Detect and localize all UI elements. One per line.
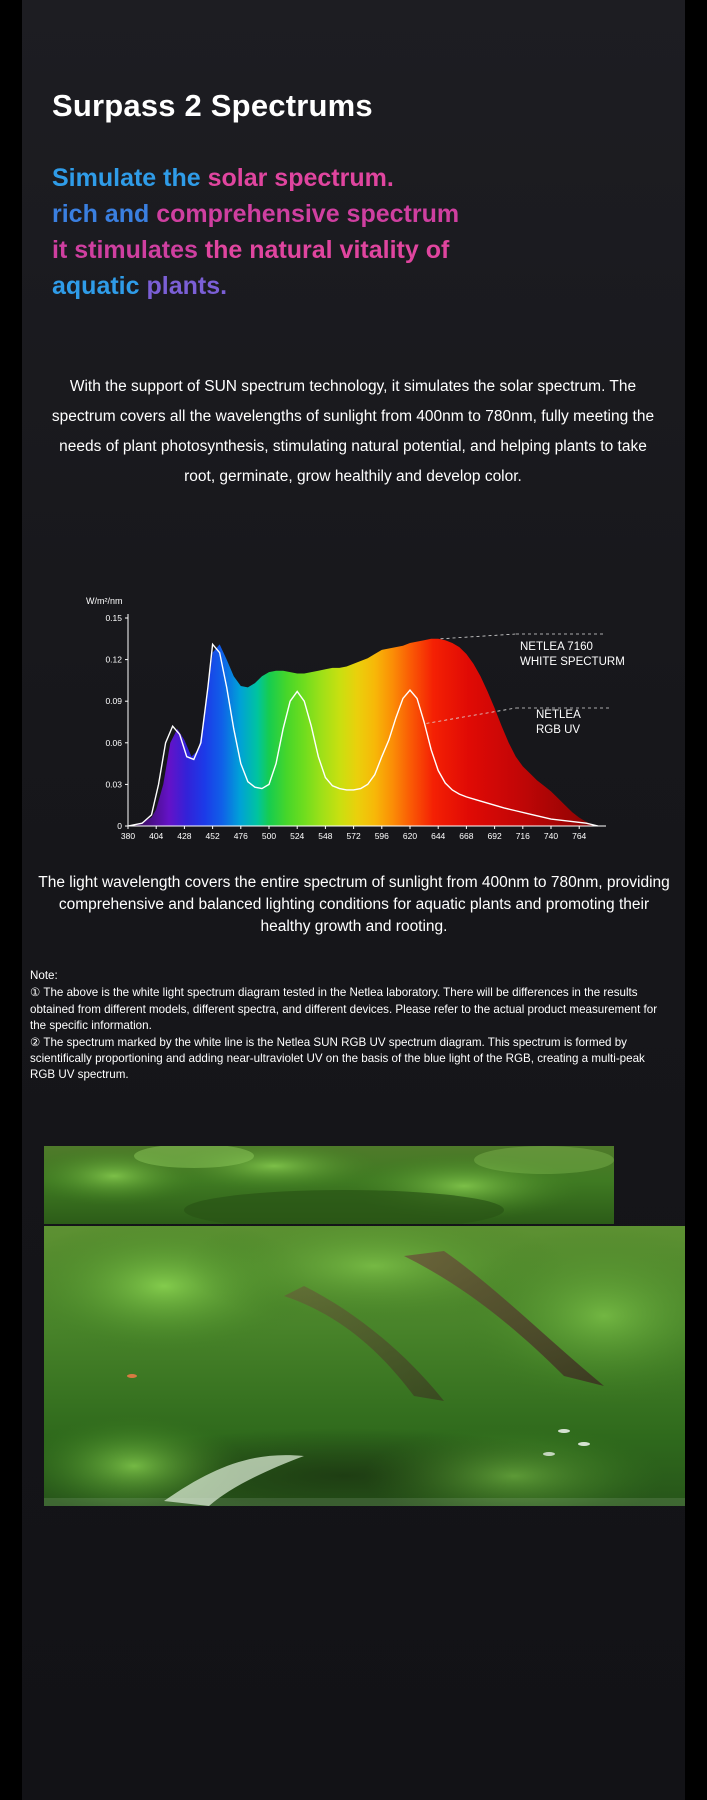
svg-text:404: 404 [149,831,164,841]
svg-text:0.09: 0.09 [105,696,122,707]
svg-text:452: 452 [205,831,220,841]
svg-text:524: 524 [290,831,305,841]
headline-line2-part1: rich and [52,200,157,228]
page-title: Surpass 2 Spectrums [52,88,373,123]
svg-text:0.03: 0.03 [105,779,122,790]
svg-text:428: 428 [177,831,192,841]
svg-text:500: 500 [261,831,277,841]
callout-rgb-line2: RGB UV [536,724,581,736]
svg-text:380: 380 [120,831,136,841]
headline-line2-part2: comprehensive spectrum [156,200,460,228]
note-block [30,968,660,1084]
callout-white-line2: WHITE SPECTURM [520,656,625,668]
svg-text:572: 572 [346,831,361,841]
headline-line3-part1: it stimulates [52,236,198,264]
headline [52,160,652,304]
svg-text:716: 716 [515,831,530,841]
aquascape-photo-main [44,1226,707,1506]
chart-caption: The light wavelength covers the entire spectrum of sunlight from 400nm to 780nm, providing comprehensive and balanced lighting conditions for aquatic plants and promoting their healthy growth and rooting. [38,874,670,935]
headline-line1-part2: solar spectrum. [200,164,394,192]
svg-text:0.06: 0.06 [105,737,122,748]
note-item-1: ① The above is the white light spectrum diagram tested in the Netlea laboratory. There will be differences in the results obtained from different models, different spectra, and different devices. Please refer to the actual product measurement for the specific information. [30,986,658,1033]
headline-line3-part2: the natural vitality of [197,236,450,264]
note-header: Note: [30,969,58,982]
callout-rgb-uv [536,708,686,738]
callout-white-spectrum [520,640,690,670]
intro-paragraph: With the support of SUN spectrum technology, it simulates the solar spectrum. The spectrum covers all the wavelengths of sunlight from 400nm to 780nm, fully meeting the needs of plant photosynthesis, stimulating natural potential, and helping plants to take root, germinate, grow healthily and develop color. [51,378,655,485]
page-content [22,0,685,1800]
aquascape-photo-strip [44,1146,614,1224]
headline-line4-part2: plants. [139,272,228,300]
svg-text:668: 668 [459,831,474,841]
svg-text:644: 644 [431,831,446,841]
svg-text:596: 596 [374,831,389,841]
chart-y-unit: W/m²/nm [86,596,123,606]
headline-line1-part1: Simulate the [52,164,201,192]
callout-white-line1: NETLEA 7160 [520,641,593,653]
svg-text:620: 620 [402,831,418,841]
svg-text:548: 548 [318,831,333,841]
note-item-2: ② The spectrum marked by the white line is the Netlea SUN RGB UV spectrum diagram. This spectrum is formed by scientifically proportioning and adding near-ultraviolet UV on the basis of the blue light of the RGB, creating a multi-peak RGB UV spectrum. [30,1035,645,1082]
svg-text:0.15: 0.15 [105,613,122,623]
svg-text:692: 692 [487,831,502,841]
svg-text:764: 764 [572,831,587,841]
svg-text:476: 476 [233,831,248,841]
svg-text:0: 0 [117,821,122,831]
svg-text:0.12: 0.12 [105,654,122,665]
svg-text:740: 740 [543,831,559,841]
headline-line4-part1: aquatic [52,272,140,300]
callout-rgb-line1: NETLEA [536,709,581,721]
